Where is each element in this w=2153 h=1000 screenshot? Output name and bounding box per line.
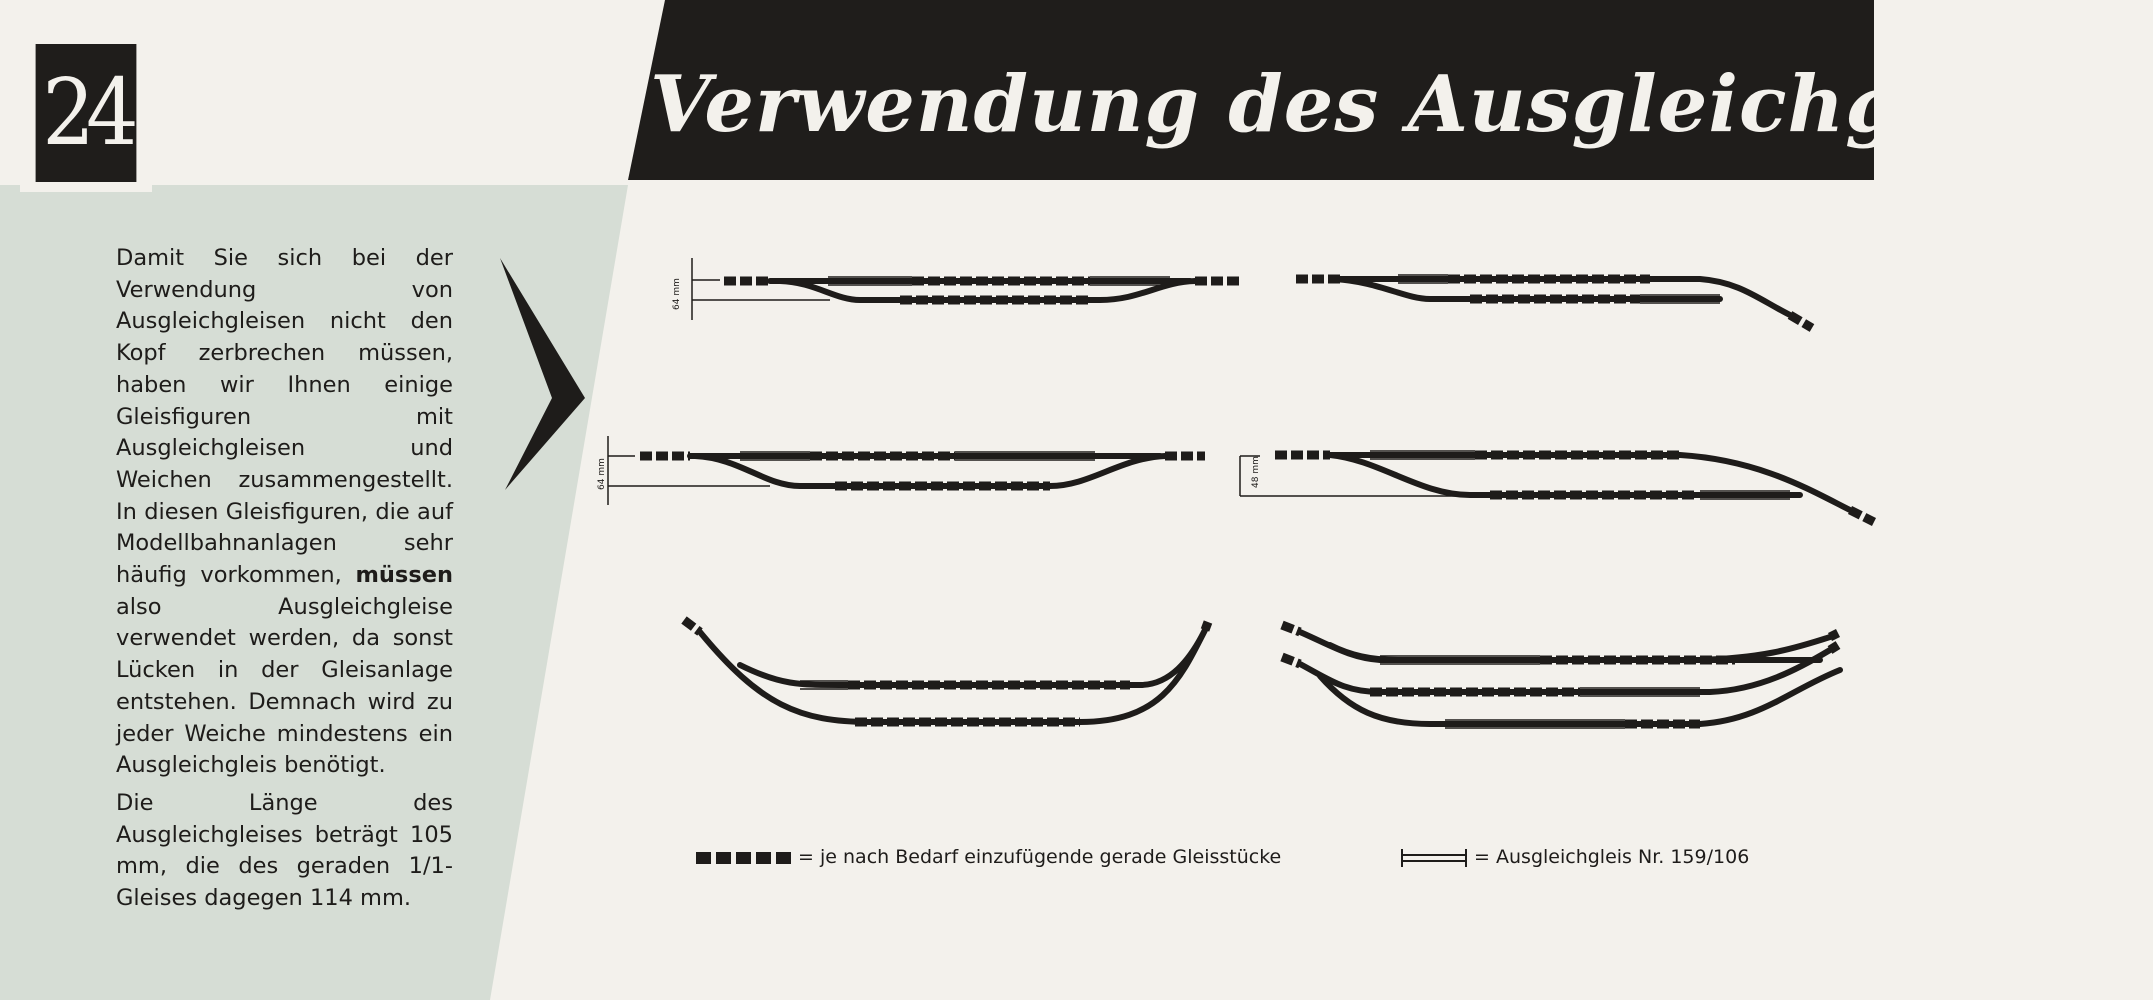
double-line-track-icon: [1400, 847, 1468, 869]
legend-compensation-label: = Ausgleichgleis Nr. 159/106: [1474, 846, 1750, 868]
track-figure-4: [1240, 451, 1874, 522]
paragraph-1-part-1: Damit Sie sich bei der Verwendung von Ausgleichgleisen nicht den Kopf zerbrechen müssen, haben wir Ihnen einige Gleisfiguren mit Ausgleichgleisen und Weichen zusammengestellt. In diesen Gleisfiguren, die auf Modellbahnanlagen sehr häufig vorkommen,: [116, 245, 453, 589]
dashed-track-icon: [696, 851, 792, 865]
track-figure-2: [1296, 275, 1812, 328]
page-title: Verwendung des Ausgleichgleises: [650, 59, 2153, 150]
dimension-label-3: 48 mm: [1251, 456, 1261, 488]
track-figure-5: [684, 620, 1208, 722]
legend-straight-track: [696, 840, 1281, 874]
dimension-label-1: 64 mm: [672, 278, 682, 310]
dimension-label-2: 64 mm: [597, 458, 607, 490]
paragraph-1-bold: müssen: [355, 562, 453, 589]
track-figure-1: [672, 258, 1242, 320]
paragraph-1-part-2: also Ausgleichgleise verwendet werden, da sonst Lücken in der Gleisanlage entstehen. Demnach wird zu jeder Weiche mindestens ein Ausgleichgleis benötigt.: [116, 593, 453, 779]
paragraph-2: Die Länge des Ausgleichgleises beträgt 105 mm, die des geraden 1/1-Gleises dagegen 114 mm.: [116, 789, 453, 912]
page-number: 24: [36, 44, 137, 182]
legend-straight-label: = je nach Bedarf einzufügende gerade Gleisstücke: [798, 846, 1282, 868]
track-figure-6: [1282, 625, 1840, 728]
legend-compensation-track: [1400, 840, 1749, 874]
track-figure-3: [597, 436, 1205, 505]
